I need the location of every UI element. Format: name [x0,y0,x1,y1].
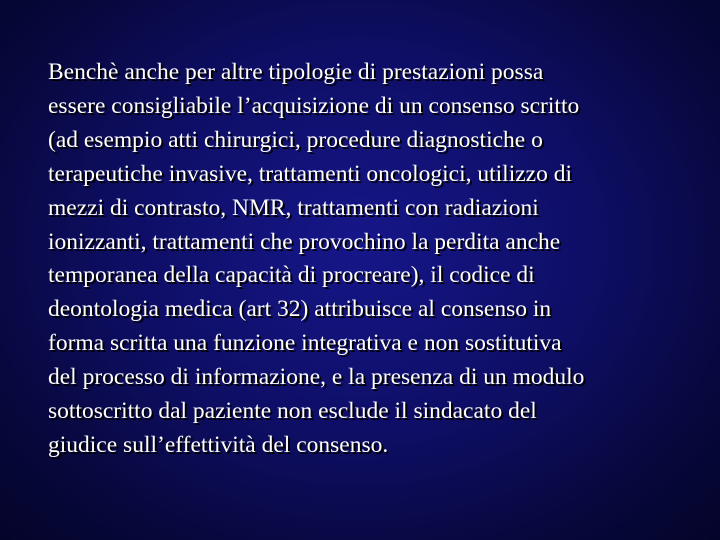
text-line: mezzi di contrasto, NMR, trattamenti con radiazioni [48,194,539,221]
text-line: essere consigliabile l’acquisizione di un consenso scritto [48,92,580,119]
text-line: del processo di informazione, e la presenza di un modulo [48,364,585,391]
text-line: sottoscritto dal paziente non esclude il sindacato del [48,398,537,425]
text-line: deontologia medica (art 32) attribuisce al consenso in [48,296,552,323]
text-line: temporanea della capacità di procreare), il codice di [48,262,535,289]
text-line: ionizzanti, trattamenti che provochino la perdita anche [48,228,561,255]
text-line: terapeutiche invasive, trattamenti oncologici, utilizzo di [48,160,572,187]
slide-body-text [48,56,698,463]
text-line: giudice sull’effettività del consenso. [48,431,389,458]
text-line: Benchè anche per altre tipologie di prestazioni possa [48,59,544,85]
text-line: forma scritta una funzione integrativa e non sostitutiva [48,330,562,357]
text-line: (ad esempio atti chirurgici, procedure diagnostiche o [48,126,543,153]
